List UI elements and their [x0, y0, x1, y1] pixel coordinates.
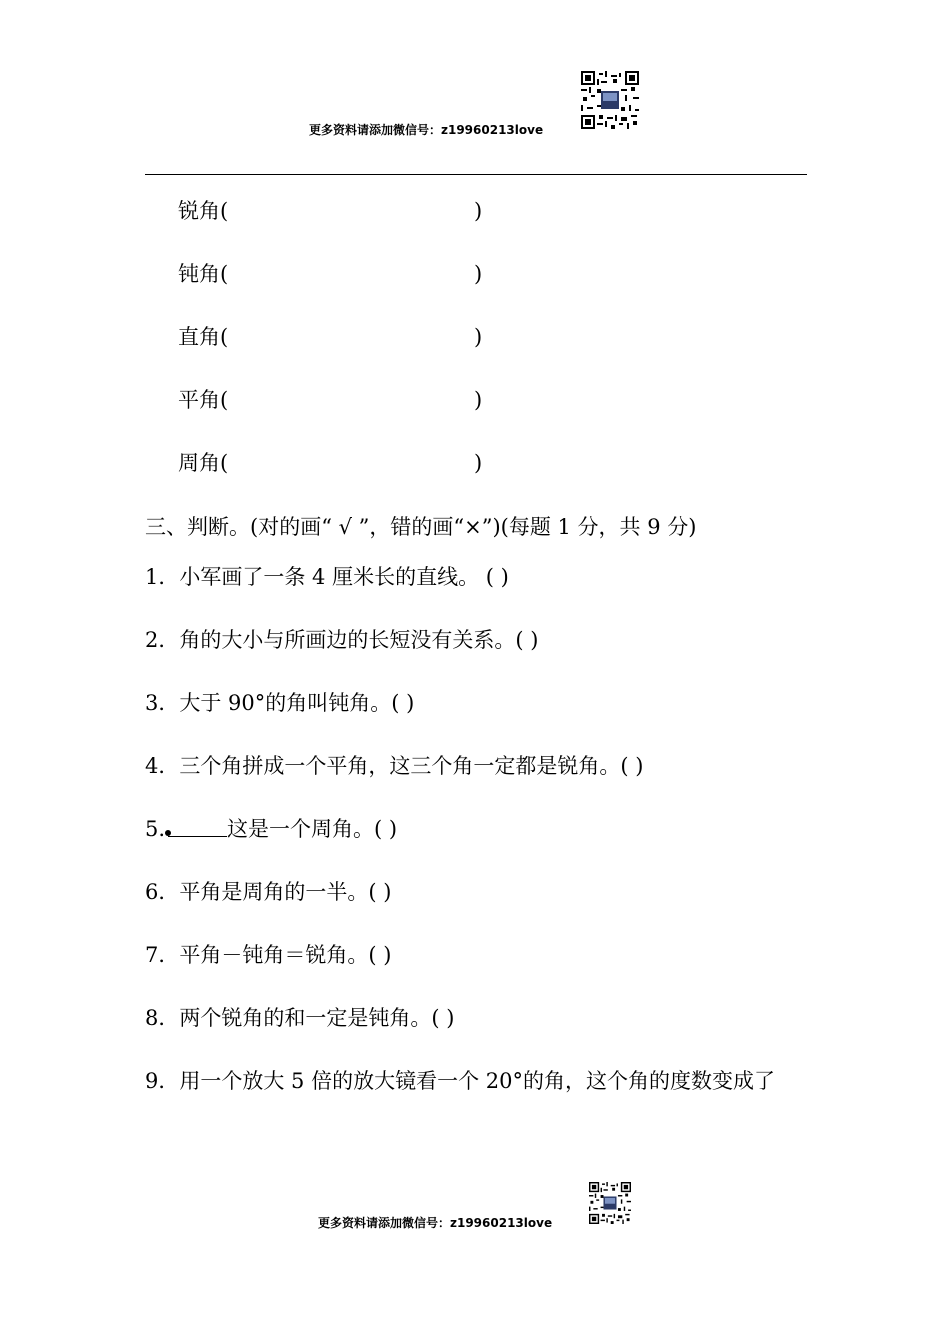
question-item [145, 816, 397, 842]
question-number: 2． [145, 628, 180, 652]
header-divider [145, 174, 807, 175]
angle-type-right: 直角( [178, 325, 229, 349]
angle-type-acute: 锐角( [178, 199, 229, 223]
angle-type-obtuse: 钝角( [178, 262, 229, 286]
question-text: 用一个放大 5 倍的放大镜看一个 20°的角，这个角的度数变成了 [179, 1069, 775, 1093]
question-item [145, 879, 391, 905]
paren-close: ) [474, 325, 483, 349]
question-text: 角的大小与所画边的长短没有关系。( ) [179, 628, 539, 652]
angle-type-full: 周角( [178, 451, 229, 475]
question-text: 两个锐角的和一定是钝角。( ) [179, 1006, 455, 1030]
question-item [145, 753, 643, 779]
footer-contact-text: 更多资料请添加微信号：z19960213love [318, 1216, 553, 1230]
ray-line [168, 836, 227, 837]
question-text: 大于 90°的角叫钝角。( ) [179, 691, 415, 715]
question-text: 平角是周角的一半。( ) [179, 880, 392, 904]
section-title: 三、判断。(对的画“ √ ”，错的画“×”)(每题 1 分，共 9 分) [145, 515, 697, 539]
question-item [145, 1005, 454, 1031]
question-text: 三个角拼成一个平角，这三个角一定都是锐角。( ) [179, 754, 644, 778]
question-number: 4． [145, 754, 180, 778]
question-number: 9． [145, 1069, 180, 1093]
question-text: 平角－钝角＝锐角。( ) [179, 943, 392, 967]
question-text: 小军画了一条 4 厘米长的直线。 ( ) [179, 565, 509, 589]
question-item [145, 564, 509, 590]
ray-diagram [165, 824, 227, 838]
paren-close: ) [474, 388, 483, 412]
question-number: 1． [145, 565, 180, 589]
question-item [145, 627, 538, 653]
question-number: 6． [145, 880, 180, 904]
question-text: 这是一个周角。( ) [227, 817, 398, 841]
question-number: 8． [145, 1006, 180, 1030]
question-item [145, 1068, 775, 1094]
question-number: 5. [145, 817, 166, 841]
paren-close: ) [474, 262, 483, 286]
question-item [145, 942, 391, 968]
question-number: 7． [145, 943, 180, 967]
paren-close: ) [474, 199, 483, 223]
angle-type-straight: 平角( [178, 388, 229, 412]
question-number: 3． [145, 691, 180, 715]
qr-code-icon [589, 1182, 631, 1224]
header-contact-text: 更多资料请添加微信号：z19960213love [309, 123, 544, 137]
paren-close: ) [474, 451, 483, 475]
question-item [145, 690, 414, 716]
qr-code-icon [581, 71, 639, 129]
